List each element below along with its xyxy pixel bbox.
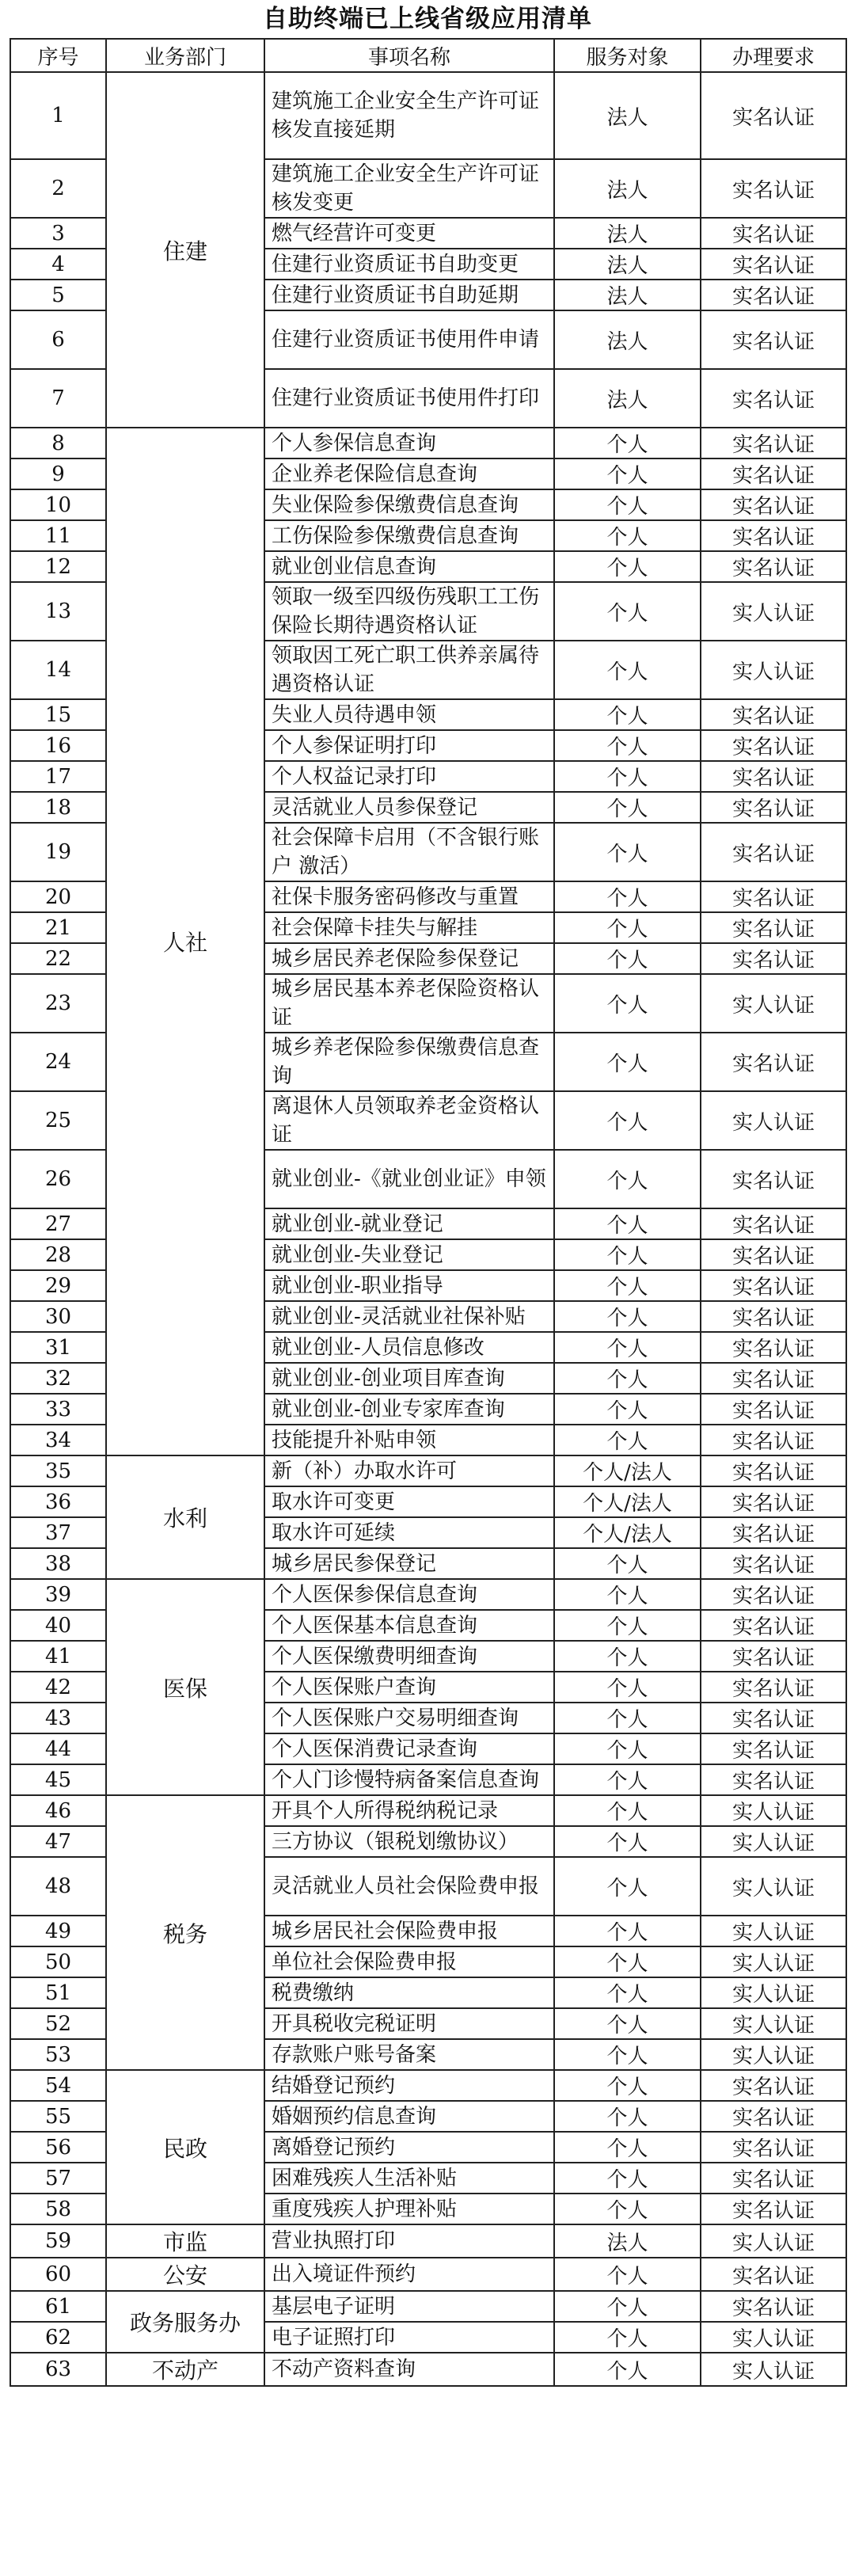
requirement: 实名认证: [701, 1641, 846, 1672]
row-number: 2: [10, 159, 106, 218]
table-row: [10, 72, 846, 159]
item-name: 住建行业资质证书自助变更: [264, 249, 554, 280]
row-number: 4: [10, 249, 106, 280]
department-cell: 民政: [106, 2070, 264, 2224]
row-number: 20: [10, 881, 106, 912]
service-object: 法人: [554, 369, 701, 428]
row-number: 43: [10, 1703, 106, 1733]
requirement: 实名认证: [701, 2258, 846, 2291]
row-number: 33: [10, 1394, 106, 1425]
row-number: 5: [10, 280, 106, 310]
requirement: 实名认证: [701, 72, 846, 159]
row-number: 35: [10, 1455, 106, 1486]
requirement: 实名认证: [701, 943, 846, 974]
row-number: 11: [10, 520, 106, 551]
row-number: 32: [10, 1363, 106, 1394]
row-number: 8: [10, 428, 106, 459]
requirement: 实名认证: [701, 1610, 846, 1641]
item-name: 社保卡服务密码修改与重置: [264, 881, 554, 912]
service-object: 个人: [554, 1033, 701, 1091]
requirement: 实人认证: [701, 1916, 846, 1946]
row-number: 21: [10, 912, 106, 943]
service-object: 法人: [554, 310, 701, 369]
requirement: 实名认证: [701, 912, 846, 943]
requirement: 实名认证: [701, 1394, 846, 1425]
item-name: 税费缴纳: [264, 1977, 554, 2008]
requirement: 实名认证: [701, 1764, 846, 1795]
item-name: 取水许可变更: [264, 1486, 554, 1517]
service-object: 个人: [554, 1641, 701, 1672]
row-number: 57: [10, 2163, 106, 2194]
item-name: 领取一级至四级伤残职工工伤 保险长期待遇资格认证: [264, 582, 554, 641]
row-number: 30: [10, 1301, 106, 1332]
item-name: 灵活就业人员参保登记: [264, 792, 554, 823]
table-row: [10, 1795, 846, 1826]
requirement: 实名认证: [701, 1150, 846, 1208]
requirement: 实名认证: [701, 699, 846, 730]
service-object: 法人: [554, 249, 701, 280]
service-object: 个人: [554, 1703, 701, 1733]
item-name: 个人医保账户交易明细查询: [264, 1703, 554, 1733]
item-name: 城乡居民基本养老保险资格认 证: [264, 974, 554, 1033]
item-name: 就业创业-创业专家库查询: [264, 1394, 554, 1425]
row-number: 34: [10, 1425, 106, 1455]
table-row: [10, 428, 846, 459]
row-number: 52: [10, 2008, 106, 2039]
item-name: 建筑施工企业安全生产许可证 核发直接延期: [264, 72, 554, 159]
row-number: 50: [10, 1946, 106, 1977]
service-object: 个人: [554, 1826, 701, 1857]
row-number: 37: [10, 1517, 106, 1548]
requirement: 实名认证: [701, 428, 846, 459]
requirement: 实人认证: [701, 1946, 846, 1977]
application-list-table: [10, 38, 847, 2387]
item-name: 个人医保账户查询: [264, 1672, 554, 1703]
item-name: 个人医保消费记录查询: [264, 1733, 554, 1764]
service-object: 个人: [554, 520, 701, 551]
item-name: 婚姻预约信息查询: [264, 2101, 554, 2132]
requirement: 实名认证: [701, 459, 846, 489]
item-name: 失业人员待遇申领: [264, 699, 554, 730]
service-object: 个人: [554, 912, 701, 943]
service-object: 个人: [554, 730, 701, 761]
service-object: 个人: [554, 1733, 701, 1764]
requirement: 实名认证: [701, 218, 846, 249]
table-row: [10, 2070, 846, 2101]
requirement: 实名认证: [701, 1672, 846, 1703]
requirement: 实名认证: [701, 1033, 846, 1091]
service-object: 法人: [554, 72, 701, 159]
service-object: 个人: [554, 1394, 701, 1425]
item-name: 就业创业-人员信息修改: [264, 1332, 554, 1363]
item-name: 单位社会保险费申报: [264, 1946, 554, 1977]
item-name: 城乡居民社会保险费申报: [264, 1916, 554, 1946]
service-object: 个人: [554, 1150, 701, 1208]
requirement: 实人认证: [701, 1857, 846, 1916]
row-number: 49: [10, 1916, 106, 1946]
item-name: 存款账户账号备案: [264, 2039, 554, 2070]
row-number: 63: [10, 2353, 106, 2386]
requirement: 实名认证: [701, 761, 846, 792]
requirement: 实人认证: [701, 2353, 846, 2386]
requirement: 实名认证: [701, 159, 846, 218]
service-object: 个人: [554, 582, 701, 641]
item-name: 个人参保证明打印: [264, 730, 554, 761]
item-name: 城乡居民养老保险参保登记: [264, 943, 554, 974]
item-name: 不动产资料查询: [264, 2353, 554, 2386]
department-cell: 市监: [106, 2224, 264, 2258]
service-object: 个人: [554, 2194, 701, 2224]
row-number: 29: [10, 1270, 106, 1301]
row-number: 61: [10, 2291, 106, 2322]
service-object: 个人: [554, 974, 701, 1033]
item-name: 个人门诊慢特病备案信息查询: [264, 1764, 554, 1795]
requirement: 实名认证: [701, 1486, 846, 1517]
requirement: 实名认证: [701, 1208, 846, 1239]
service-object: 个人/法人: [554, 1486, 701, 1517]
column-header-service-object: 服务对象: [554, 39, 701, 72]
service-object: 个人: [554, 1916, 701, 1946]
service-object: 个人: [554, 2291, 701, 2322]
row-number: 31: [10, 1332, 106, 1363]
service-object: 个人: [554, 459, 701, 489]
item-name: 个人医保基本信息查询: [264, 1610, 554, 1641]
service-object: 个人: [554, 2258, 701, 2291]
service-object: 个人: [554, 943, 701, 974]
service-object: 个人: [554, 699, 701, 730]
requirement: 实人认证: [701, 2008, 846, 2039]
item-name: 就业创业信息查询: [264, 551, 554, 582]
requirement: 实名认证: [701, 369, 846, 428]
row-number: 28: [10, 1239, 106, 1270]
item-name: 开具税收完税证明: [264, 2008, 554, 2039]
column-header-no: 序号: [10, 39, 106, 72]
item-name: 就业创业-职业指导: [264, 1270, 554, 1301]
service-object: 个人: [554, 1610, 701, 1641]
department-cell: 医保: [106, 1579, 264, 1795]
service-object: 个人: [554, 551, 701, 582]
row-number: 23: [10, 974, 106, 1033]
item-name: 就业创业-灵活就业社保补贴: [264, 1301, 554, 1332]
service-object: 个人: [554, 1672, 701, 1703]
row-number: 24: [10, 1033, 106, 1091]
item-name: 就业创业-失业登记: [264, 1239, 554, 1270]
service-object: 个人: [554, 2008, 701, 2039]
requirement: 实名认证: [701, 730, 846, 761]
requirement: 实名认证: [701, 489, 846, 520]
row-number: 18: [10, 792, 106, 823]
service-object: 个人: [554, 1332, 701, 1363]
row-number: 14: [10, 641, 106, 699]
row-number: 62: [10, 2322, 106, 2353]
department-cell: 税务: [106, 1795, 264, 2070]
requirement: 实人认证: [701, 974, 846, 1033]
service-object: 个人: [554, 881, 701, 912]
department-cell: 住建: [106, 72, 264, 428]
requirement: 实人认证: [701, 2039, 846, 2070]
row-number: 3: [10, 218, 106, 249]
service-object: 个人: [554, 1579, 701, 1610]
service-object: 法人: [554, 159, 701, 218]
requirement: 实名认证: [701, 1239, 846, 1270]
item-name: 技能提升补贴申领: [264, 1425, 554, 1455]
item-name: 个人参保信息查询: [264, 428, 554, 459]
requirement: 实名认证: [701, 1517, 846, 1548]
row-number: 12: [10, 551, 106, 582]
requirement: 实人认证: [701, 582, 846, 641]
table-row: [10, 2224, 846, 2258]
item-name: 个人医保缴费明细查询: [264, 1641, 554, 1672]
requirement: 实名认证: [701, 2291, 846, 2322]
column-header-requirement: 办理要求: [701, 39, 846, 72]
item-name: 三方协议（银税划缴协议）: [264, 1826, 554, 1857]
requirement: 实人认证: [701, 2224, 846, 2258]
item-name: 燃气经营许可变更: [264, 218, 554, 249]
requirement: 实人认证: [701, 2322, 846, 2353]
service-object: 个人: [554, 1857, 701, 1916]
requirement: 实名认证: [701, 1332, 846, 1363]
requirement: 实名认证: [701, 1733, 846, 1764]
service-object: 个人: [554, 1425, 701, 1455]
column-header-item: 事项名称: [264, 39, 554, 72]
document-title: 自助终端已上线省级应用清单: [263, 5, 592, 33]
item-name: 领取因工死亡职工供养亲属待 遇资格认证: [264, 641, 554, 699]
requirement: 实人认证: [701, 1795, 846, 1826]
requirement: 实名认证: [701, 881, 846, 912]
table-row: [10, 1579, 846, 1610]
row-number: 26: [10, 1150, 106, 1208]
row-number: 9: [10, 459, 106, 489]
item-name: 失业保险参保缴费信息查询: [264, 489, 554, 520]
service-object: 个人: [554, 1301, 701, 1332]
item-name: 离婚登记预约: [264, 2132, 554, 2163]
department-cell: 人社: [106, 428, 264, 1455]
service-object: 个人: [554, 1239, 701, 1270]
table-row: [10, 2291, 846, 2322]
row-number: 36: [10, 1486, 106, 1517]
service-object: 个人: [554, 1946, 701, 1977]
row-number: 6: [10, 310, 106, 369]
service-object: 法人: [554, 218, 701, 249]
row-number: 27: [10, 1208, 106, 1239]
item-name: 出入境证件预约: [264, 2258, 554, 2291]
row-number: 60: [10, 2258, 106, 2291]
requirement: 实人认证: [701, 1091, 846, 1150]
requirement: 实名认证: [701, 1363, 846, 1394]
service-object: 个人: [554, 428, 701, 459]
row-number: 47: [10, 1826, 106, 1857]
item-name: 个人权益记录打印: [264, 761, 554, 792]
row-number: 7: [10, 369, 106, 428]
row-number: 39: [10, 1579, 106, 1610]
item-name: 社会保障卡挂失与解挂: [264, 912, 554, 943]
requirement: 实名认证: [701, 249, 846, 280]
service-object: 个人: [554, 1764, 701, 1795]
service-object: 个人: [554, 489, 701, 520]
row-number: 19: [10, 823, 106, 881]
row-number: 17: [10, 761, 106, 792]
row-number: 56: [10, 2132, 106, 2163]
row-number: 58: [10, 2194, 106, 2224]
requirement: 实名认证: [701, 1548, 846, 1579]
requirement: 实名认证: [701, 1579, 846, 1610]
column-header-department: 业务部门: [106, 39, 264, 72]
row-number: 16: [10, 730, 106, 761]
item-name: 基层电子证明: [264, 2291, 554, 2322]
item-name: 城乡居民参保登记: [264, 1548, 554, 1579]
table-header-row: [10, 39, 846, 72]
item-name: 住建行业资质证书自助延期: [264, 280, 554, 310]
department-cell: 不动产: [106, 2353, 264, 2386]
service-object: 个人: [554, 1208, 701, 1239]
department-cell: 政务服务办: [106, 2291, 264, 2353]
service-object: 个人/法人: [554, 1455, 701, 1486]
requirement: 实名认证: [701, 2132, 846, 2163]
item-name: 企业养老保险信息查询: [264, 459, 554, 489]
item-name: 城乡养老保险参保缴费信息查 询: [264, 1033, 554, 1091]
item-name: 工伤保险参保缴费信息查询: [264, 520, 554, 551]
requirement: 实名认证: [701, 1455, 846, 1486]
department-cell: 公安: [106, 2258, 264, 2291]
item-name: 社会保障卡启用（不含银行账户 激活）: [264, 823, 554, 881]
row-number: 51: [10, 1977, 106, 2008]
service-object: 个人: [554, 2070, 701, 2101]
row-number: 40: [10, 1610, 106, 1641]
service-object: 个人/法人: [554, 1517, 701, 1548]
table-row: [10, 2258, 846, 2291]
row-number: 44: [10, 1733, 106, 1764]
item-name: 住建行业资质证书使用件申请: [264, 310, 554, 369]
service-object: 法人: [554, 280, 701, 310]
requirement: 实名认证: [701, 520, 846, 551]
item-name: 困难残疾人生活补贴: [264, 2163, 554, 2194]
item-name: 结婚登记预约: [264, 2070, 554, 2101]
requirement: 实名认证: [701, 2194, 846, 2224]
service-object: 个人: [554, 761, 701, 792]
service-object: 个人: [554, 1270, 701, 1301]
department-cell: 水利: [106, 1455, 264, 1579]
service-object: 个人: [554, 2132, 701, 2163]
row-number: 45: [10, 1764, 106, 1795]
service-object: 个人: [554, 2163, 701, 2194]
item-name: 电子证照打印: [264, 2322, 554, 2353]
service-object: 个人: [554, 1795, 701, 1826]
service-object: 个人: [554, 823, 701, 881]
row-number: 13: [10, 582, 106, 641]
service-object: 个人: [554, 2039, 701, 2070]
requirement: 实名认证: [701, 1270, 846, 1301]
requirement: 实人认证: [701, 1977, 846, 2008]
requirement: 实名认证: [701, 1301, 846, 1332]
requirement: 实人认证: [701, 1826, 846, 1857]
service-object: 个人: [554, 1363, 701, 1394]
service-object: 法人: [554, 2224, 701, 2258]
item-name: 住建行业资质证书使用件打印: [264, 369, 554, 428]
service-object: 个人: [554, 1091, 701, 1150]
requirement: 实人认证: [701, 641, 846, 699]
service-object: 个人: [554, 2353, 701, 2386]
service-object: 个人: [554, 792, 701, 823]
row-number: 15: [10, 699, 106, 730]
requirement: 实名认证: [701, 2163, 846, 2194]
row-number: 54: [10, 2070, 106, 2101]
item-name: 离退休人员领取养老金资格认 证: [264, 1091, 554, 1150]
table-body: [10, 72, 846, 2386]
row-number: 53: [10, 2039, 106, 2070]
row-number: 42: [10, 1672, 106, 1703]
requirement: 实名认证: [701, 1703, 846, 1733]
row-number: 41: [10, 1641, 106, 1672]
row-number: 25: [10, 1091, 106, 1150]
requirement: 实名认证: [701, 310, 846, 369]
row-number: 46: [10, 1795, 106, 1826]
service-object: 个人: [554, 1977, 701, 2008]
service-object: 个人: [554, 1548, 701, 1579]
row-number: 1: [10, 72, 106, 159]
item-name: 营业执照打印: [264, 2224, 554, 2258]
item-name: 就业创业-《就业创业证》申领: [264, 1150, 554, 1208]
item-name: 个人医保参保信息查询: [264, 1579, 554, 1610]
item-name: 开具个人所得税纳税记录: [264, 1795, 554, 1826]
item-name: 灵活就业人员社会保险费申报: [264, 1857, 554, 1916]
item-name: 新（补）办取水许可: [264, 1455, 554, 1486]
service-object: 个人: [554, 641, 701, 699]
item-name: 就业创业-就业登记: [264, 1208, 554, 1239]
service-object: 个人: [554, 2101, 701, 2132]
item-name: 重度残疾人护理补贴: [264, 2194, 554, 2224]
requirement: 实名认证: [701, 1425, 846, 1455]
row-number: 22: [10, 943, 106, 974]
service-object: 个人: [554, 2322, 701, 2353]
row-number: 10: [10, 489, 106, 520]
item-name: 取水许可延续: [264, 1517, 554, 1548]
requirement: 实名认证: [701, 2070, 846, 2101]
requirement: 实名认证: [701, 792, 846, 823]
requirement: 实名认证: [701, 823, 846, 881]
item-name: 就业创业-创业项目库查询: [264, 1363, 554, 1394]
row-number: 48: [10, 1857, 106, 1916]
requirement: 实名认证: [701, 551, 846, 582]
requirement: 实名认证: [701, 2101, 846, 2132]
item-name: 建筑施工企业安全生产许可证 核发变更: [264, 159, 554, 218]
requirement: 实名认证: [701, 280, 846, 310]
row-number: 55: [10, 2101, 106, 2132]
table-row: [10, 1455, 846, 1486]
row-number: 38: [10, 1548, 106, 1579]
row-number: 59: [10, 2224, 106, 2258]
table-row: [10, 2353, 846, 2386]
